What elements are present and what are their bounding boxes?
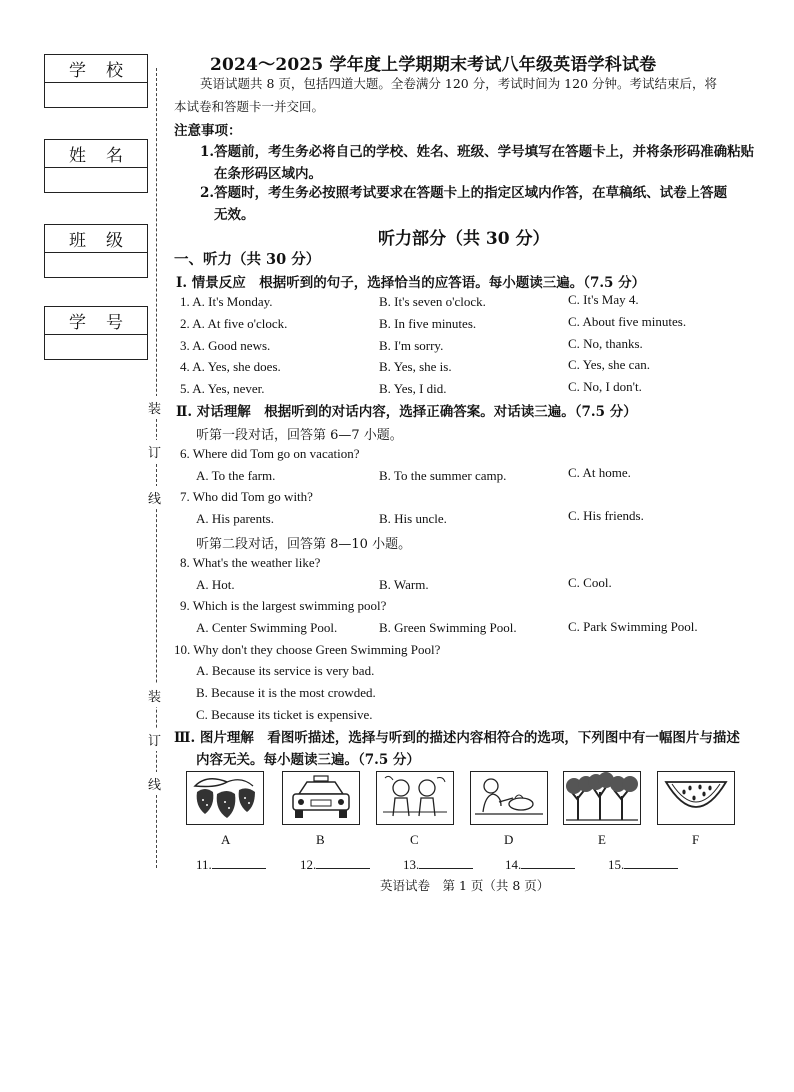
q9-option-c: C. Park Swimming Pool. xyxy=(568,619,698,634)
answer-blank-14[interactable] xyxy=(505,856,575,873)
section-3-title-b: 内容无关。每小题读三遍。（7.5 分） xyxy=(196,752,420,768)
binding-char: 线 xyxy=(148,486,161,509)
cooking-icon xyxy=(471,772,547,824)
children-icon xyxy=(377,772,453,824)
answer-blank-label: 12. xyxy=(300,857,317,872)
binding-char: 装 xyxy=(148,396,161,419)
q8-option-b: B. Warm. xyxy=(379,577,429,592)
picture-b xyxy=(282,771,360,825)
picture-letter-f: F xyxy=(692,832,700,847)
q3-option-c: C. No, thanks. xyxy=(568,336,643,351)
q8-option-a: A. Hot. xyxy=(196,577,235,592)
q4-option-a: 4. A. Yes, she does. xyxy=(180,359,281,374)
student-no-box xyxy=(44,306,148,360)
name-box xyxy=(44,139,148,193)
trees-icon xyxy=(564,772,640,824)
q1-option-b: B. It's seven o'clock. xyxy=(379,294,486,309)
q1-option-a: 1. A. It's Monday. xyxy=(180,294,273,309)
notice-1a: 1.答题前，考生务必将自己的学校、姓名、班级、学号填写在答题卡上，并将条形码准确粘贴 xyxy=(200,144,755,160)
notice-2b: 无效。 xyxy=(214,207,255,223)
q9-option-a: A. Center Swimming Pool. xyxy=(196,620,338,635)
student-no-field[interactable] xyxy=(45,335,147,359)
listening-section-heading: 听力部分（共 30 分） xyxy=(378,229,550,249)
q8-option-c: C. Cool. xyxy=(568,575,612,590)
q7-question: 7. Who did Tom go with? xyxy=(180,489,313,504)
q7-option-c: C. His friends. xyxy=(568,508,644,523)
binding-char: 订 xyxy=(148,728,161,751)
picture-e xyxy=(563,771,641,825)
notice-1b: 在条形码区域内。 xyxy=(214,166,322,182)
q2-option-c: C. About five minutes. xyxy=(568,314,687,329)
exam-title: 2024～2025 学年度上学期期末考试八年级英语学科试卷 xyxy=(210,55,657,75)
q6-option-a: A. To the farm. xyxy=(196,468,276,483)
q7-option-b: B. His uncle. xyxy=(379,511,447,526)
q10-question: 10. Why don't they choose Green Swimming Pool? xyxy=(174,642,441,657)
picture-letter-b: B xyxy=(316,832,325,847)
answer-blank-label: 13. xyxy=(403,857,420,872)
section-2-title: Ⅱ. 对话理解 根据听到的对话内容，选择正确答案。对话读三遍。（7.5 分） xyxy=(176,404,637,420)
section-1-title: Ⅰ. 情景反应 根据听到的句子，选择恰当的应答语。每小题读三遍。（7.5 分） xyxy=(176,275,646,291)
q6-option-c: C. At home. xyxy=(568,465,631,480)
answer-blank-12[interactable] xyxy=(300,856,370,873)
dialog-2-intro: 听第二段对话，回答第 8—10 小题。 xyxy=(196,537,412,552)
picture-letter-d: D xyxy=(504,832,514,847)
school-label-2: 校 xyxy=(106,61,123,81)
q10-option-c: C. Because its ticket is expensive. xyxy=(196,707,373,722)
picture-a xyxy=(186,771,264,825)
q9-question: 9. Which is the largest swimming pool? xyxy=(180,598,387,613)
q6-option-b: B. To the summer camp. xyxy=(379,468,507,483)
answer-blank-label: 15. xyxy=(608,857,625,872)
intro-line-2: 本试卷和答题卡一并交回。 xyxy=(174,99,325,114)
school-box xyxy=(44,54,148,108)
picture-letter-c: C xyxy=(410,832,419,847)
section-3-title-a: Ⅲ. 图片理解 看图听描述，选择与听到的描述内容相符合的选项，下列图中有一幅图片与描述 xyxy=(174,730,740,746)
picture-c xyxy=(376,771,454,825)
q3-option-a: 3. A. Good news. xyxy=(180,338,271,353)
name-label-2: 名 xyxy=(106,146,123,166)
q4-option-b: B. Yes, she is. xyxy=(379,359,452,374)
picture-letter-a: A xyxy=(221,832,231,847)
student-no-label-1: 学 xyxy=(69,313,86,333)
binding-char: 线 xyxy=(148,772,161,795)
notice-title: 注意事项： xyxy=(174,123,242,139)
q4-option-c: C. Yes, she can. xyxy=(568,357,650,372)
q5-option-c: C. No, I don't. xyxy=(568,379,642,394)
page-footer: 英语试卷 第 1 页（共 8 页） xyxy=(380,878,550,893)
q3-option-b: B. I'm sorry. xyxy=(379,338,444,353)
class-label-1: 班 xyxy=(69,231,86,251)
name-field[interactable] xyxy=(45,168,147,192)
school-field[interactable] xyxy=(45,83,147,107)
class-box xyxy=(44,224,148,278)
q10-option-a: A. Because its service is very bad. xyxy=(196,663,375,678)
q6-question: 6. Where did Tom go on vacation? xyxy=(180,446,360,461)
picture-d xyxy=(470,771,548,825)
answer-blank-15[interactable] xyxy=(608,856,678,873)
q9-option-b: B. Green Swimming Pool. xyxy=(379,620,517,635)
answer-blank-13[interactable] xyxy=(403,856,473,873)
part-one-heading: 一、听力（共 30 分） xyxy=(174,251,321,268)
picture-f xyxy=(657,771,735,825)
q8-question: 8. What's the weather like? xyxy=(180,555,321,570)
class-label-2: 级 xyxy=(106,231,123,251)
answer-blank-11[interactable] xyxy=(196,856,266,873)
notice-2a: 2.答题时，考生务必按照考试要求在答题卡上的指定区域内作答，在草稿纸、试卷上答题 xyxy=(200,185,728,201)
intro-line-1: 英语试题共 8 页，包括四道大题。全卷满分 120 分，考试时间为 120 分钟。考试结束后，将 xyxy=(200,76,718,91)
strawberries-icon xyxy=(187,772,263,824)
class-field[interactable] xyxy=(45,253,147,277)
q1-option-c: C. It's May 4. xyxy=(568,292,639,307)
q10-option-b: B. Because it is the most crowded. xyxy=(196,685,376,700)
answer-blank-label: 11. xyxy=(196,857,212,872)
binding-char: 订 xyxy=(148,440,161,463)
picture-letter-e: E xyxy=(598,832,606,847)
q5-option-a: 5. A. Yes, never. xyxy=(180,381,265,396)
student-no-label-2: 号 xyxy=(106,313,123,333)
binding-char: 装 xyxy=(148,684,161,707)
dialog-1-intro: 听第一段对话，回答第 6—7 小题。 xyxy=(196,428,403,443)
school-label-1: 学 xyxy=(69,61,86,81)
q2-option-a: 2. A. At five o'clock. xyxy=(180,316,288,331)
name-label-1: 姓 xyxy=(69,146,86,166)
q5-option-b: B. Yes, I did. xyxy=(379,381,447,396)
taxi-icon xyxy=(283,772,359,824)
answer-blank-label: 14. xyxy=(505,857,522,872)
q2-option-b: B. In five minutes. xyxy=(379,316,477,331)
q7-option-a: A. His parents. xyxy=(196,511,274,526)
watermelon-icon xyxy=(658,772,734,824)
